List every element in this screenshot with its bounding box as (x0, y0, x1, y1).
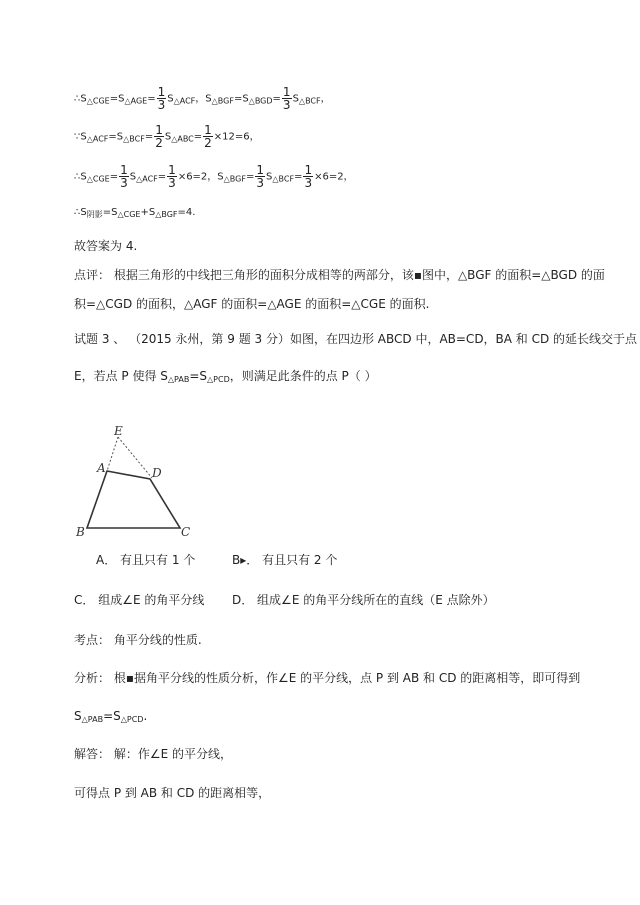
sub: △ACF (173, 96, 196, 106)
sub: △CGE (86, 96, 110, 106)
text: = (147, 93, 156, 105)
question-line-2 (74, 368, 377, 388)
text: ，S (195, 93, 212, 105)
option-d: D． 组成∠E 的角平分线所在的直线（E 点除外） (232, 593, 495, 607)
denominator: 3 (256, 176, 264, 190)
sub: △CGE (86, 174, 110, 184)
numerator: 1 (304, 163, 313, 177)
sub: △BGF (155, 210, 178, 219)
quadrilateral-figure (70, 425, 200, 540)
text: = (109, 171, 119, 183)
text: ∴S (74, 171, 87, 183)
sub: △BGF (211, 96, 234, 106)
text: = (294, 171, 303, 183)
text: ×12=6， (213, 131, 260, 143)
text: E，若点 P 使得 S (74, 369, 168, 383)
proof-line-4 (74, 205, 195, 223)
sub: △PAB (81, 715, 104, 724)
fraction (119, 164, 129, 189)
text: =S (189, 369, 207, 383)
sub: △BCF (298, 96, 321, 106)
kaodian-line: 考点： 角平分线的性质. (74, 633, 202, 647)
numerator: 1 (157, 85, 166, 99)
comment-line-2: 积=△CGD 的面积，△AGF 的面积=△AGE 的面积=△CGE 的面积. (74, 297, 430, 311)
sub: △ACF (136, 174, 158, 184)
question-line-1: 试题 3 、 （2015 永州，第 9 题 3 分）如图，在四边形 ABCD 中，AB=CD，BA 和 CD 的延长线交于点 (74, 332, 638, 346)
fenxi-line-2 (74, 708, 147, 728)
fraction (203, 124, 213, 149)
text: ∴S (74, 207, 87, 218)
label-c: C (181, 525, 191, 539)
fraction (255, 164, 265, 189)
fraction (157, 86, 167, 111)
denominator: 3 (120, 176, 128, 190)
text: ， (320, 93, 331, 105)
text: = (245, 171, 255, 183)
answer-line: 故答案为 4. (74, 239, 138, 253)
text: =4. (177, 207, 196, 218)
sub: △AGE (124, 96, 148, 106)
option-c: C． 组成∠E 的角平分线 (74, 593, 205, 607)
sub: △PAB (167, 375, 190, 384)
option-a: A． 有且只有 1 个 (96, 553, 196, 567)
text: . (143, 709, 148, 723)
text: = (144, 131, 154, 143)
sub: △PCD (207, 375, 230, 384)
numerator: 1 (204, 123, 212, 137)
denominator: 3 (282, 98, 291, 112)
numerator: 1 (120, 163, 128, 177)
sub: △ACF (86, 134, 109, 144)
dashed-line-ea (107, 437, 118, 471)
dashed-line-ed (118, 437, 152, 478)
proof-line-2 (74, 124, 260, 149)
numerator: 1 (256, 163, 264, 177)
text: ∵S (74, 131, 87, 143)
text: S (292, 93, 299, 105)
fraction (154, 124, 164, 149)
text: S (167, 93, 174, 105)
proof-line-1 (74, 86, 331, 111)
jieda-line: 解答： 解：作∠E 的平分线， (74, 747, 232, 761)
text: =S (108, 131, 124, 143)
proof-line-3 (74, 164, 354, 189)
text: =S (102, 207, 118, 218)
text: S (164, 131, 172, 143)
text: = (272, 93, 281, 105)
text: =S (109, 93, 125, 105)
text: =S (103, 709, 121, 723)
text: = (193, 131, 203, 143)
option-b: B▸． 有且只有 2 个 (232, 553, 338, 567)
sub: △CGE (117, 210, 141, 219)
sub: △BGD (248, 96, 273, 106)
text: +S (140, 207, 156, 218)
text: S (266, 171, 273, 183)
denominator: 3 (304, 176, 313, 190)
label-d: D (152, 466, 162, 480)
label-e: E (114, 425, 123, 438)
fraction (282, 86, 292, 111)
denominator: 2 (155, 136, 163, 150)
fenxi-line-1: 分析： 根▪据角平分线的性质分析，作∠E 的平分线，点 P 到 AB 和 CD 的距离相等，即可得到 (74, 671, 581, 685)
sub: △ABC (171, 134, 194, 144)
text: ×6=2， (314, 171, 354, 183)
text: ∴S (74, 93, 87, 105)
text: ，则满足此条件的点 P（ ） (229, 369, 377, 383)
text: S (129, 171, 137, 183)
label-a: A (97, 461, 106, 475)
denominator: 3 (157, 98, 166, 112)
quadrilateral-abcd (87, 471, 180, 528)
label-b: B (76, 525, 85, 539)
numerator: 1 (155, 123, 163, 137)
numerator: 1 (282, 85, 291, 99)
numerator: 1 (168, 163, 176, 177)
comment-line-1: 点评： 根据三角形的中线把三角形的面积分成相等的两部分，该▪图中，△BGF 的面积=△BGD 的面 (74, 268, 605, 282)
text: ×6=2，S (177, 171, 224, 183)
last-line: 可得点 P 到 AB 和 CD 的距离相等， (74, 786, 271, 800)
fraction (167, 164, 177, 189)
sub: △BCF (123, 134, 145, 144)
text: S (74, 709, 82, 723)
sub: △BGF (223, 174, 246, 184)
sub: 阴影 (86, 210, 103, 219)
fraction (303, 164, 313, 189)
sub: △BCF (272, 174, 295, 184)
sub: △PCD (120, 715, 144, 724)
text: = (157, 171, 167, 183)
denominator: 2 (204, 136, 212, 150)
text: =S (233, 93, 249, 105)
denominator: 3 (168, 176, 176, 190)
